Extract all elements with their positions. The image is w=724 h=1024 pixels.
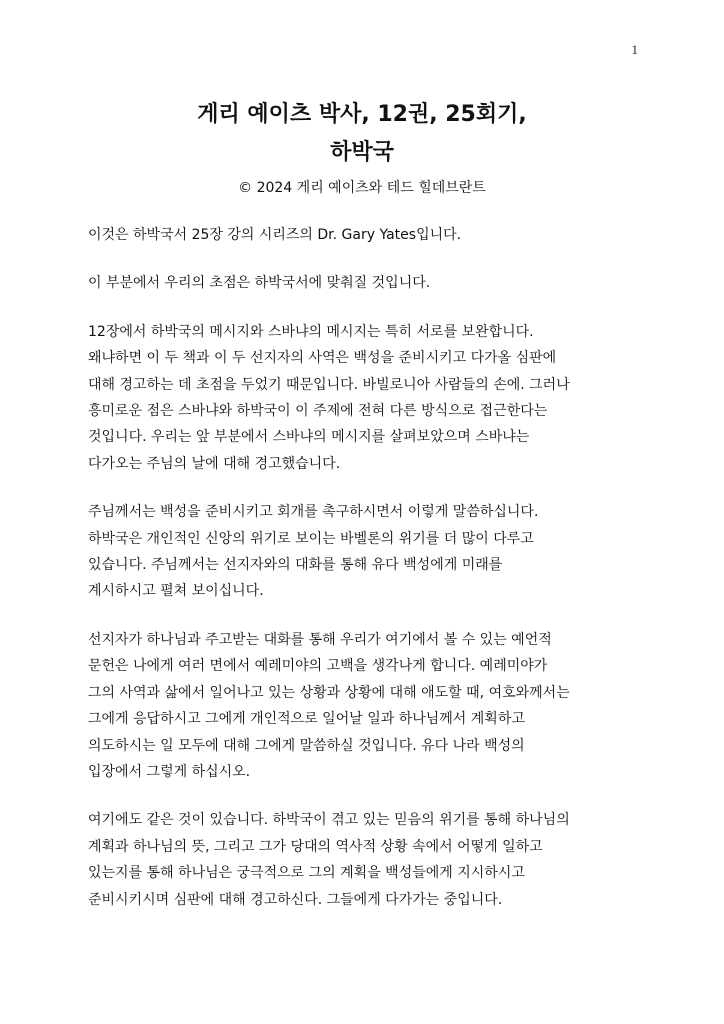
paragraph-line: 이 부분에서 우리의 초점은 하박국서에 맞춰질 것입니다. — [88, 275, 431, 292]
document-title-line-2: 하박국 — [330, 140, 394, 165]
paragraph-line: 의도하시는 일 모두에 대해 그에게 말씀하실 것입니다. 유다 나라 백성의 — [88, 737, 525, 754]
paragraph-line: 이것은 하박국서 25장 강의 시리즈의 Dr. Gary Yates입니다. — [88, 227, 462, 243]
paragraph-1 — [88, 222, 648, 248]
document-title-line-1: 게리 예이츠 박사, 12권, 25회기, — [197, 102, 527, 127]
paragraph-2 — [88, 270, 648, 296]
paragraph-3 — [88, 319, 648, 477]
paragraph-line: 있는지를 통해 하나님은 궁극적으로 그의 계획을 백성들에게 지시하시고 — [88, 865, 525, 882]
paragraph-5 — [88, 627, 648, 785]
paragraph-line: 계획과 하나님의 뜻, 그리고 그가 당대의 역사적 상황 속에서 어떻게 일하고 — [88, 838, 543, 855]
document-header — [0, 96, 724, 198]
paragraph-line: 흥미로운 점은 스바냐와 하박국이 이 주제에 전혀 다른 방식으로 접근한다는 — [88, 403, 548, 420]
paragraph-line: 여기에도 같은 것이 있습니다. 하박국이 겪고 있는 믿음의 위기를 통해 하나님의 — [88, 812, 570, 829]
paragraph-line: 대해 경고하는 데 초점을 두었기 때문입니다. 바빌로니아 사람들의 손에. 그러나 — [88, 376, 570, 393]
paragraph-4 — [88, 499, 648, 605]
paragraph-line: 선지자가 하나님과 주고받는 대화를 통해 우리가 여기에서 볼 수 있는 예언적 — [88, 631, 552, 648]
paragraph-line: 왜냐하면 이 두 책과 이 두 선지자의 사역은 백성을 준비시키고 다가올 심판에 — [88, 350, 557, 367]
paragraph-line: 입장에서 그렇게 하십시오. — [88, 763, 251, 780]
paragraph-line: 것입니다. 우리는 앞 부분에서 스바냐의 메시지를 살펴보았으며 스바냐는 — [88, 429, 530, 446]
paragraph-line: 준비시키시며 심판에 대해 경고하신다. 그들에게 다가가는 중입니다. — [88, 891, 503, 908]
page-number: 1 — [631, 42, 638, 57]
paragraph-line: 계시하시고 펼쳐 보이십니다. — [88, 583, 264, 600]
paragraph-line: 그에게 응답하시고 그에게 개인적으로 일어날 일과 하나님께서 계획하고 — [88, 711, 525, 728]
paragraph-line: 그의 사역과 삶에서 일어나고 있는 상황과 상황에 대해 애도할 때, 여호와께서는 — [88, 684, 570, 701]
paragraph-line: 주님께서는 백성을 준비시키고 회개를 촉구하시면서 이렇게 말씀하십니다. — [88, 504, 539, 521]
document-body — [88, 222, 648, 935]
paragraph-line: 하박국은 개인적인 신앙의 위기로 보이는 바벨론의 위기를 더 많이 다루고 — [88, 530, 534, 547]
paragraph-line: 있습니다. 주님께서는 선지자와의 대화를 통해 유다 백성에게 미래를 — [88, 557, 503, 574]
paragraph-6 — [88, 807, 648, 913]
paragraph-line: 문헌은 나에게 여러 면에서 예레미야의 고백을 생각나게 합니다. 예레미야가 — [88, 658, 548, 675]
paragraph-line: 다가오는 주님의 날에 대해 경고했습니다. — [88, 455, 341, 472]
paragraph-line: 12장에서 하박국의 메시지와 스바냐의 메시지는 특히 서로를 보완합니다. — [88, 323, 534, 340]
copyright-notice: © 2024 게리 예이츠와 테드 힐데브란트 — [238, 180, 486, 196]
